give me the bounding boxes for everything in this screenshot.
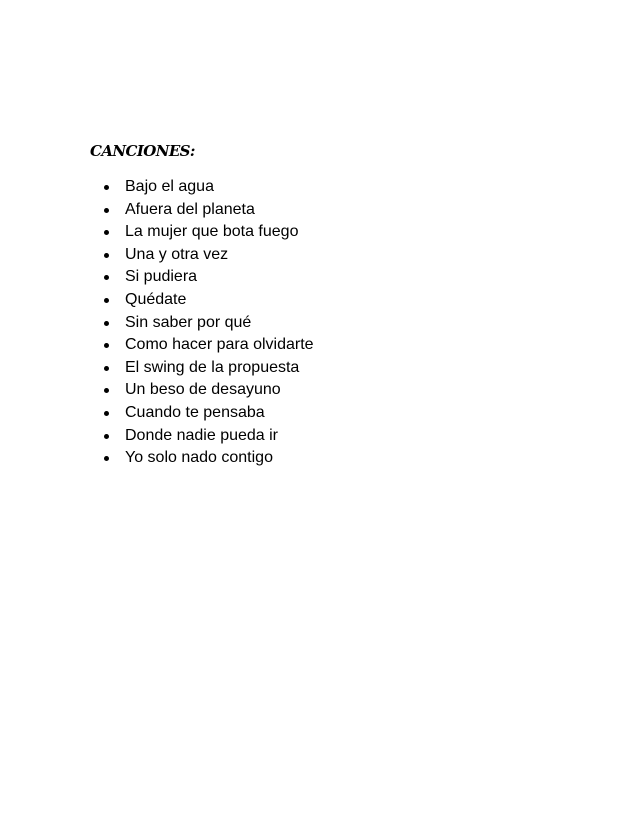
song-title: Una y otra vez <box>125 245 229 263</box>
song-title: Sin saber por qué <box>125 313 252 331</box>
bullet-icon <box>104 253 109 258</box>
bullet-icon <box>104 343 109 348</box>
song-title: Donde nadie pueda ir <box>125 426 279 444</box>
section-heading: CANCIONES: <box>90 142 195 160</box>
bullet-icon <box>104 366 109 371</box>
song-title: Bajo el agua <box>125 178 214 195</box>
bullet-icon <box>104 388 109 393</box>
song-title: Afuera del planeta <box>125 200 255 218</box>
bullet-icon <box>104 208 109 213</box>
bullet-icon <box>104 298 109 303</box>
song-title: La mujer que bota fuego <box>125 223 299 241</box>
song-title: Como hacer para olvidarte <box>125 336 314 354</box>
bullet-icon <box>104 411 109 416</box>
song-title: Quédate <box>125 290 187 308</box>
bullet-icon <box>104 275 109 280</box>
song-title: Yo solo nado contigo <box>125 449 273 467</box>
bullet-icon <box>104 434 109 439</box>
song-title: El swing de la propuesta <box>125 358 300 376</box>
bullet-icon <box>104 456 109 461</box>
song-title: Si pudiera <box>125 268 198 286</box>
song-title: Un beso de desayuno <box>125 381 281 399</box>
bullet-icon <box>104 230 109 235</box>
bullet-icon <box>104 185 109 190</box>
song-title: Cuando te pensaba <box>125 403 265 421</box>
bullet-icon <box>104 321 109 326</box>
